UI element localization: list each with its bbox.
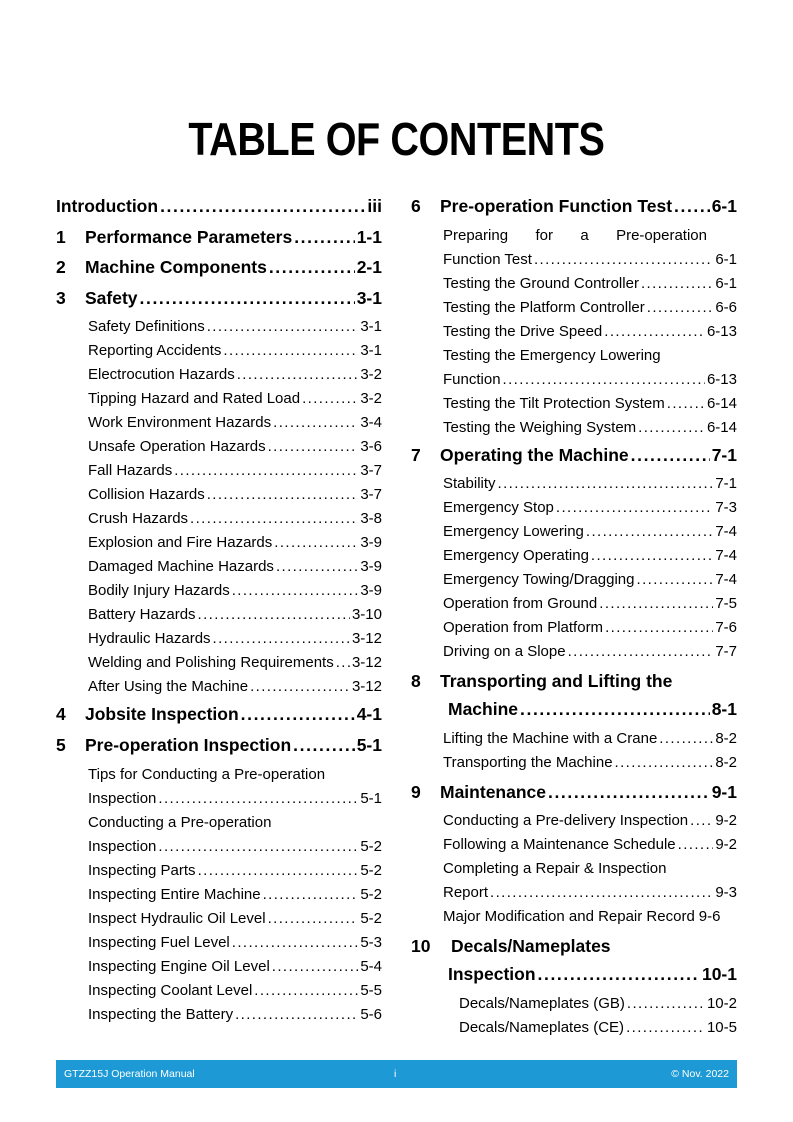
dot-leader [140, 285, 355, 311]
toc-section-item[interactable]: Conducting a Pre-delivery Inspection ..... 9-2 [411, 809, 737, 833]
toc-section-item[interactable]: Emergency Towing/Dragging ..... 7-4 [411, 568, 737, 592]
toc-chapter-10[interactable]: Inspection ..... 10-1 [411, 961, 737, 992]
toc-section-item[interactable]: Emergency Operating ..... 7-4 [411, 544, 737, 568]
dot-leader [678, 833, 714, 857]
toc-right-column [411, 193, 737, 1040]
dot-leader [223, 339, 358, 363]
toc-section-major-modification[interactable]: Major Modification and Repair Record 9-6 [443, 908, 721, 926]
dot-leader [198, 859, 359, 883]
dot-leader [254, 979, 358, 1003]
toc-section-item[interactable]: Inspecting Engine Oil Level ..... 5-4 [56, 955, 382, 979]
toc-section-item[interactable]: Testing the Drive Speed ..... 6-13 [411, 320, 737, 344]
toc-chapter-9[interactable]: 9 Maintenance ..... 9-1 [411, 779, 737, 810]
toc-chapter-1[interactable]: 1 Performance Parameters ..... 1-1 [56, 224, 382, 255]
toc-chapter-5-sections [56, 859, 382, 1027]
toc-chapter-6-sections-b [411, 392, 737, 440]
dot-leader [626, 1016, 705, 1040]
dot-leader [520, 696, 710, 722]
dot-leader [638, 416, 705, 440]
dot-leader [158, 835, 358, 859]
toc-section-item[interactable]: Driving on a Slope ..... 7-7 [411, 640, 737, 664]
dot-leader [674, 193, 710, 219]
footer-copyright: © Nov. 2022 [671, 1068, 729, 1080]
dot-leader [667, 392, 705, 416]
toc-left-column [56, 193, 382, 1027]
toc-chapter-9-sections [411, 809, 737, 857]
dot-leader [568, 640, 714, 664]
toc-chapter-7-sections [411, 472, 737, 664]
toc-section-item[interactable]: Lifting the Machine with a Crane ..... 8-2 [411, 727, 737, 751]
toc-section-item[interactable]: Emergency Stop ..... 7-3 [411, 496, 737, 520]
toc-section-item[interactable]: Reporting Accidents ..... 3-1 [56, 339, 382, 363]
dot-leader [627, 992, 705, 1016]
toc-section-tips-line1[interactable]: Tips for Conducting a Pre-operation [88, 765, 326, 783]
toc-entry-introduction[interactable]: Introduction ..... iii [56, 193, 382, 224]
dot-leader [198, 603, 350, 627]
toc-section-item[interactable]: Fall Hazards ..... 3-7 [56, 459, 382, 483]
dot-leader [272, 955, 359, 979]
dot-leader [207, 483, 359, 507]
toc-section-item[interactable]: Transporting the Machine ..... 8-2 [411, 751, 737, 775]
toc-section-item[interactable]: Testing the Platform Controller ..... 6-6 [411, 296, 737, 320]
toc-section-item[interactable]: Inspecting Entire Machine ..... 5-2 [56, 883, 382, 907]
toc-chapter-4[interactable]: 4 Jobsite Inspection ..... 4-1 [56, 701, 382, 732]
dot-leader [263, 883, 359, 907]
dot-leader [294, 224, 355, 250]
toc-section-item[interactable]: Collision Hazards ..... 3-7 [56, 483, 382, 507]
dot-leader [336, 651, 350, 675]
dot-leader [615, 751, 714, 775]
dot-leader [556, 496, 713, 520]
dot-leader [174, 459, 358, 483]
toc-section-item[interactable]: Testing the Tilt Protection System ..... 6-14 [411, 392, 737, 416]
dot-leader [269, 254, 355, 280]
toc-section-conducting[interactable]: Inspection ..... 5-2 [56, 835, 382, 859]
toc-section-repair[interactable]: Report ..... 9-3 [411, 881, 737, 905]
toc-section-preparing-line1[interactable]: Preparing for a Pre-operation [443, 226, 707, 244]
toc-section-item[interactable]: After Using the Machine ..... 3-12 [56, 675, 382, 699]
dot-leader [498, 472, 714, 496]
toc-section-item[interactable]: Unsafe Operation Hazards ..... 3-6 [56, 435, 382, 459]
toc-section-item[interactable]: Electrocution Hazards ..... 3-2 [56, 363, 382, 387]
toc-section-item[interactable]: Work Environment Hazards ..... 3-4 [56, 411, 382, 435]
dot-leader [160, 193, 365, 219]
toc-section-item[interactable]: Tipping Hazard and Rated Load ..... 3-2 [56, 387, 382, 411]
dot-leader [213, 627, 350, 651]
dot-leader [631, 442, 710, 468]
toc-section-item[interactable]: Decals/Nameplates (GB) ..... 10-2 [411, 992, 737, 1016]
dot-leader [241, 701, 355, 727]
page-title: TABLE OF CONTENTS [188, 113, 605, 165]
dot-leader [250, 675, 350, 699]
dot-leader [548, 779, 710, 805]
toc-section-item[interactable]: Hydraulic Hazards ..... 3-12 [56, 627, 382, 651]
toc-chapter-6[interactable]: 6 Pre-operation Function Test ..... 6-1 [411, 193, 737, 224]
toc-section-tips[interactable]: Inspection ..... 5-1 [56, 787, 382, 811]
toc-section-item[interactable]: Welding and Polishing Requirements ..... 3-12 [56, 651, 382, 675]
dot-leader [158, 787, 358, 811]
dot-leader [605, 616, 713, 640]
toc-chapter-7[interactable]: 7 Operating the Machine ..... 7-1 [411, 442, 737, 473]
dot-leader [604, 320, 705, 344]
dot-leader [534, 248, 713, 272]
dot-leader [273, 411, 358, 435]
toc-chapter-6-sections-a [411, 272, 737, 344]
dot-leader [235, 1003, 358, 1027]
toc-section-item[interactable]: Safety Definitions ..... 3-1 [56, 315, 382, 339]
toc-section-item[interactable]: Stability ..... 7-1 [411, 472, 737, 496]
toc-section-conducting-line1[interactable]: Conducting a Pre-operation [88, 813, 272, 831]
toc-section-item[interactable]: Decals/Nameplates (CE) ..... 10-5 [411, 1016, 737, 1040]
dot-leader [503, 368, 705, 392]
toc-chapter-3-sections [56, 315, 382, 699]
dot-leader [690, 809, 713, 833]
dot-leader [641, 272, 713, 296]
toc-section-emergency-lowering[interactable]: Function ..... 6-13 [411, 368, 737, 392]
dot-leader [274, 531, 358, 555]
dot-leader [490, 881, 713, 905]
footer-page-number: i [394, 1068, 397, 1080]
toc-section-preparing[interactable]: Function Test ..... 6-1 [411, 248, 737, 272]
dot-leader [276, 555, 358, 579]
dot-leader [637, 568, 714, 592]
toc-section-item[interactable]: Inspecting Fuel Level ..... 5-3 [56, 931, 382, 955]
dot-leader [268, 907, 359, 931]
toc-section-item[interactable]: Inspect Hydraulic Oil Level ..... 5-2 [56, 907, 382, 931]
dot-leader [232, 579, 359, 603]
dot-leader [293, 732, 355, 758]
dot-leader [237, 363, 359, 387]
toc-section-item[interactable]: Explosion and Fire Hazards ..... 3-9 [56, 531, 382, 555]
toc-chapter-10-line1[interactable]: 10 Decals/Nameplates [411, 936, 611, 957]
toc-chapter-10-sections [411, 992, 737, 1040]
toc-chapter-5[interactable]: 5 Pre-operation Inspection ..... 5-1 [56, 732, 382, 763]
dot-leader [302, 387, 358, 411]
toc-chapter-8-line1[interactable]: 8 Transporting and Lifting the [411, 671, 673, 692]
dot-leader [232, 931, 359, 955]
dot-leader [586, 520, 713, 544]
page-footer [56, 1060, 737, 1088]
toc-section-item[interactable]: Inspecting the Battery ..... 5-6 [56, 1003, 382, 1027]
toc-section-item[interactable]: Bodily Injury Hazards ..... 3-9 [56, 579, 382, 603]
dot-leader [268, 435, 359, 459]
toc-section-item[interactable]: Operation from Ground ..... 7-5 [411, 592, 737, 616]
dot-leader [207, 315, 359, 339]
toc-chapter-8-sections [411, 727, 737, 775]
toc-section-item[interactable]: Following a Maintenance Schedule ..... 9-2 [411, 833, 737, 857]
toc-chapter-3[interactable]: 3 Safety ..... 3-1 [56, 285, 382, 316]
dot-leader [599, 592, 713, 616]
dot-leader [659, 727, 713, 751]
toc-chapter-8[interactable]: Machine ..... 8-1 [411, 696, 737, 727]
toc-section-item[interactable]: Testing the Ground Controller ..... 6-1 [411, 272, 737, 296]
toc-section-item[interactable]: Emergency Lowering ..... 7-4 [411, 520, 737, 544]
toc-section-item[interactable]: Inspecting Coolant Level ..... 5-5 [56, 979, 382, 1003]
toc-chapter-2[interactable]: 2 Machine Components ..... 2-1 [56, 254, 382, 285]
toc-section-item[interactable]: Testing the Weighing System ..... 6-14 [411, 416, 737, 440]
toc-section-item[interactable]: Damaged Machine Hazards ..... 3-9 [56, 555, 382, 579]
toc-section-emergency-lowering-line1[interactable]: Testing the Emergency Lowering [443, 346, 661, 364]
dot-leader [591, 544, 713, 568]
toc-section-item[interactable]: Inspecting Parts ..... 5-2 [56, 859, 382, 883]
dot-leader [190, 507, 358, 531]
toc-section-item[interactable]: Operation from Platform ..... 7-6 [411, 616, 737, 640]
footer-manual-name: GTZZ15J Operation Manual [64, 1068, 195, 1080]
toc-section-item[interactable]: Battery Hazards ..... 3-10 [56, 603, 382, 627]
dot-leader [538, 961, 700, 987]
toc-section-repair-line1[interactable]: Completing a Repair & Inspection [443, 860, 667, 878]
toc-section-item[interactable]: Crush Hazards ..... 3-8 [56, 507, 382, 531]
dot-leader [647, 296, 714, 320]
